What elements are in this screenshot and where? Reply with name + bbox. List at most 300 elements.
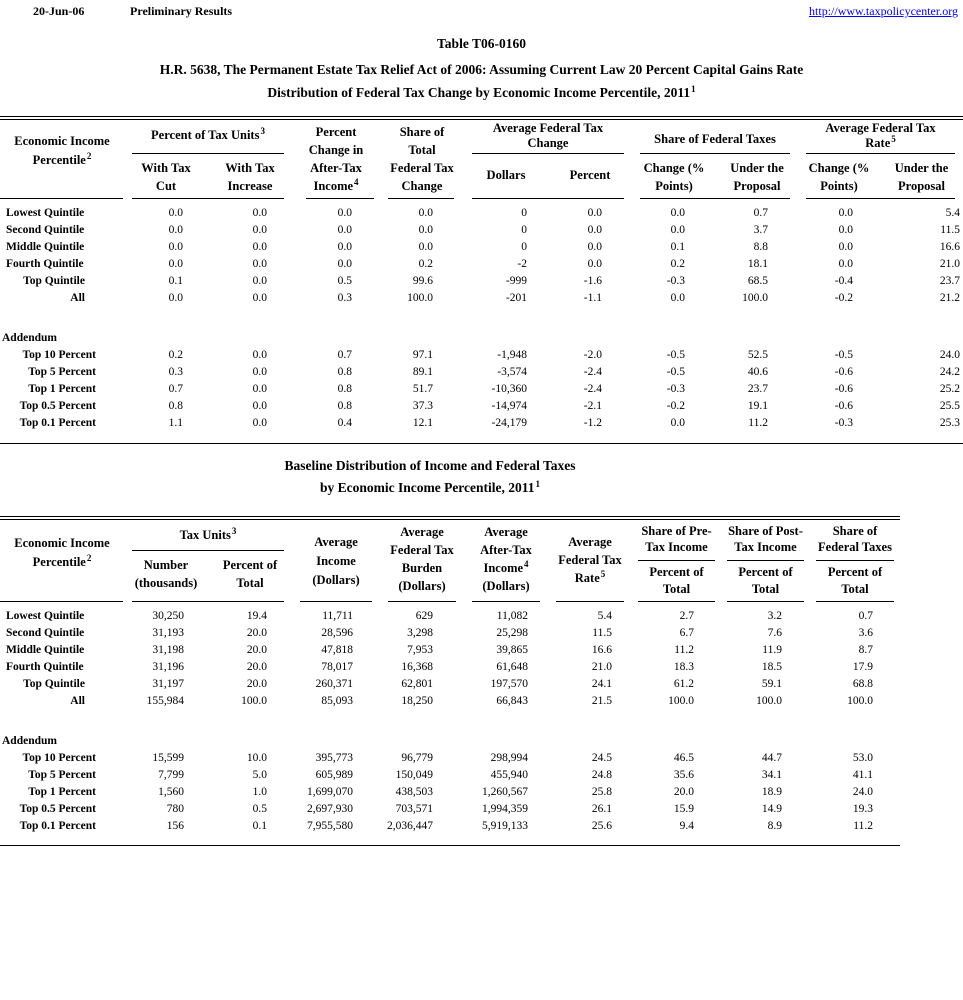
cell: 23.7 (939, 274, 960, 287)
header-line: After-Tax (310, 161, 362, 175)
header-line: Total (751, 582, 780, 596)
report-date: 20-Jun-06 (33, 4, 85, 18)
cell (810, 709, 900, 732)
cell: -24,179 (491, 416, 527, 429)
cell: -1.2 (583, 416, 602, 429)
cell (632, 306, 716, 329)
table-row (0, 658, 900, 675)
cell: -999 (505, 274, 527, 287)
table-row (0, 800, 900, 817)
cell: 1.0 (252, 785, 267, 798)
cell: 0.0 (587, 206, 602, 219)
col-header-economic-income-percentile (0, 132, 124, 170)
cell (380, 732, 464, 749)
cell: 5.0 (252, 768, 267, 781)
cell (464, 709, 548, 732)
cell: 25.6 (591, 819, 612, 832)
cell: 0.0 (252, 274, 267, 287)
cell: 31,197 (152, 677, 184, 690)
header-line: After-Tax (480, 543, 532, 557)
cell: 0.0 (337, 206, 352, 219)
cell: 0.0 (168, 206, 183, 219)
group-header-percent-of-tax-units (124, 127, 292, 144)
row-label: Top 5 Percent (28, 365, 96, 378)
cell: 62,801 (401, 677, 433, 690)
row-label: Top 10 Percent (22, 751, 96, 764)
cell: 18.3 (673, 660, 694, 673)
cell: 0.0 (252, 348, 267, 361)
cell (464, 306, 548, 329)
row-label: Top 0.5 Percent (19, 802, 96, 815)
table-row (0, 289, 963, 306)
cell (548, 306, 632, 329)
row-label: Top Quintile (23, 274, 85, 287)
cell: 0.1 (252, 819, 267, 832)
cell: 0.0 (252, 240, 267, 253)
cell: 0.0 (838, 223, 853, 236)
cell: 6.7 (679, 626, 694, 639)
cell: 18,250 (401, 694, 433, 707)
cell: 10.0 (246, 751, 267, 764)
subtitle (0, 85, 963, 101)
cell (548, 329, 632, 346)
cell: 0.0 (252, 206, 267, 219)
cell (880, 306, 963, 329)
cell: 438,503 (395, 785, 433, 798)
cell: 0.7 (337, 348, 352, 361)
cell: 1,699,070 (307, 785, 353, 798)
cell: 0.0 (252, 223, 267, 236)
cell: 0.0 (670, 416, 685, 429)
cell: -0.3 (666, 382, 685, 395)
col-header-average-federal-tax-rate (548, 533, 632, 587)
cell: 0.0 (838, 257, 853, 270)
header-line: Share of Pre- (641, 524, 712, 538)
cell: 16.6 (939, 240, 960, 253)
cell: 26.1 (591, 802, 612, 815)
header-line: Points) (655, 179, 693, 193)
cell (208, 329, 292, 346)
header-line: Income (483, 561, 524, 575)
header-line: Federal Tax (390, 543, 454, 557)
cell (208, 306, 292, 329)
group-header-share-of-federal-taxes: Share of Federal Taxes (654, 132, 776, 146)
cell: 15,599 (152, 751, 184, 764)
rule (638, 560, 715, 561)
cell: 16.6 (591, 643, 612, 656)
header-line: Rate (865, 136, 891, 150)
header-line: Share of (832, 524, 878, 538)
cell: 25.2 (939, 382, 960, 395)
table-row (0, 607, 900, 624)
cell: 0.0 (252, 382, 267, 395)
cell (798, 329, 880, 346)
rule (388, 601, 456, 602)
cell (380, 329, 464, 346)
row-label: Top 0.1 Percent (19, 416, 96, 429)
header-line: Change (527, 136, 569, 150)
cell (632, 329, 716, 346)
table-row (0, 414, 963, 431)
cell: 3.7 (753, 223, 768, 236)
row-label: Top 1 Percent (28, 785, 96, 798)
cell (798, 306, 880, 329)
table-row (0, 692, 900, 709)
header-line: Rate (574, 571, 600, 585)
cell: 19.4 (246, 609, 267, 622)
cell: 11.5 (592, 626, 612, 639)
col-header-with-tax-cut (124, 159, 208, 195)
rule (472, 153, 624, 154)
cell (548, 732, 632, 749)
cell: -10,360 (491, 382, 527, 395)
cell: 150,049 (395, 768, 433, 781)
footnote-ref-1: 1 (535, 478, 541, 489)
cell: 17.9 (852, 660, 873, 673)
cell: 0.2 (670, 257, 685, 270)
cell: 100.0 (756, 694, 782, 707)
table-row (0, 363, 963, 380)
row-label: All (70, 694, 85, 707)
header-line: Total (236, 576, 264, 590)
table2-title-line1: Baseline Distribution of Income and Federal Taxes (284, 458, 576, 473)
cell (464, 329, 548, 346)
cell: 0.0 (587, 257, 602, 270)
header-line: Change in (308, 143, 364, 157)
cell: -0.4 (834, 274, 853, 287)
cell: 28,596 (321, 626, 353, 639)
cell: -0.3 (834, 416, 853, 429)
table-row (0, 272, 963, 289)
table2-title-text: by Economic Income Percentile, 2011 (319, 480, 535, 495)
cell: 2.7 (679, 609, 694, 622)
cell: 24.0 (939, 348, 960, 361)
cell: 1.1 (168, 416, 183, 429)
row-label: Fourth Quintile (6, 660, 84, 673)
cell: 21.0 (591, 660, 612, 673)
col-header-under-the-proposal (716, 159, 798, 195)
header-line: With Tax (141, 161, 191, 175)
footnote-ref-3: 3 (260, 125, 265, 136)
cell: 68.8 (852, 677, 873, 690)
cell (124, 732, 208, 749)
col-header-share-federal-taxes (810, 523, 900, 555)
cell: 0.0 (587, 223, 602, 236)
cell: 35.6 (673, 768, 694, 781)
cell: 0.8 (168, 399, 183, 412)
header-line: Percent of (222, 558, 278, 572)
table-row (0, 329, 963, 346)
col-header-average-federal-tax-burden (380, 523, 464, 595)
cell: 0.0 (168, 223, 183, 236)
cell (464, 732, 548, 749)
table-row (0, 346, 963, 363)
cell (208, 732, 292, 749)
table-row (0, 306, 963, 329)
cell: 298,994 (490, 751, 528, 764)
cell: 0.5 (337, 274, 352, 287)
cell: 0.1 (670, 240, 685, 253)
cell: 20.0 (246, 660, 267, 673)
header-line: Economic Income (14, 536, 110, 550)
cell: 61.2 (673, 677, 694, 690)
table2-bottom-rule (0, 845, 900, 846)
footnote-ref-3: 3 (231, 525, 237, 536)
cell: 20.0 (246, 626, 267, 639)
cell: 24.5 (591, 751, 612, 764)
row-label: All (70, 291, 85, 304)
cell (721, 709, 810, 732)
row-label: Top 0.1 Percent (19, 819, 96, 832)
cell: 260,371 (315, 677, 353, 690)
cell (880, 329, 963, 346)
table-row (0, 766, 900, 783)
cell: 5.4 (597, 609, 612, 622)
table-row (0, 255, 963, 272)
cell (292, 306, 380, 329)
cell: -1.1 (583, 291, 602, 304)
header-line: Federal Taxes (818, 540, 892, 554)
cell: 24.2 (939, 365, 960, 378)
cell: 1,560 (158, 785, 184, 798)
cell: -0.6 (834, 365, 853, 378)
rule (816, 601, 894, 602)
cell: 0.8 (337, 382, 352, 395)
header-line: (Dollars) (398, 579, 446, 593)
cell: 0 (521, 223, 527, 236)
cell (721, 732, 810, 749)
cell: -0.2 (666, 399, 685, 412)
rule (132, 550, 284, 551)
col-header-percent: Percent (569, 168, 611, 182)
cell (548, 709, 632, 732)
cell: 2,036,447 (387, 819, 433, 832)
cell: 9.4 (679, 819, 694, 832)
row-label (0, 306, 124, 329)
header-line: Percentile (32, 153, 86, 167)
cell (124, 709, 208, 732)
cell: -0.3 (666, 274, 685, 287)
cell: -0.2 (834, 291, 853, 304)
cell: 18.1 (747, 257, 768, 270)
cell: 0.0 (418, 223, 433, 236)
cell (380, 306, 464, 329)
table-row (0, 204, 963, 221)
col-header-under-the-proposal (880, 159, 963, 195)
preliminary-results-label: Preliminary Results (130, 4, 233, 18)
cell: 0.2 (168, 348, 183, 361)
table-row (0, 675, 900, 692)
cell: 2,697,930 (307, 802, 353, 815)
subheader-percent-of-total (632, 564, 721, 598)
rule (132, 198, 284, 199)
cell: 25.5 (939, 399, 960, 412)
cell: 20.0 (246, 677, 267, 690)
header-line: Change (401, 179, 443, 193)
header-line: Tax Income (645, 540, 708, 554)
cell: 31,198 (152, 643, 184, 656)
cell: 0.7 (858, 609, 873, 622)
cell: 19.1 (747, 399, 768, 412)
cell: 100.0 (668, 694, 694, 707)
row-label: Lowest Quintile (6, 609, 85, 622)
table1-bottom-rule (0, 443, 963, 444)
cell: 19.3 (852, 802, 873, 815)
cell: 0.2 (418, 257, 433, 270)
col-header-percent-of-total (208, 556, 292, 592)
tax-change-table (0, 204, 963, 431)
cell: 0.0 (337, 223, 352, 236)
row-label: Top 0.5 Percent (19, 399, 96, 412)
cell: 5,919,133 (482, 819, 528, 832)
cell: 89.1 (412, 365, 433, 378)
cell: 0.0 (838, 240, 853, 253)
cell: -3,574 (497, 365, 527, 378)
cell: 24.1 (591, 677, 612, 690)
cell: 703,571 (395, 802, 433, 815)
header-line: Total (662, 582, 691, 596)
rule (132, 153, 284, 154)
cell: 0.0 (252, 416, 267, 429)
cell: 0.0 (670, 223, 685, 236)
cell: -14,974 (491, 399, 527, 412)
table-number-title: Table T06-0160 (437, 36, 526, 51)
footnote-ref-5: 5 (891, 133, 896, 144)
header-line: Average (568, 535, 612, 549)
group-header-tax-units (124, 527, 292, 544)
cell: 30,250 (152, 609, 184, 622)
cell: 0.0 (838, 206, 853, 219)
header-line: Change (% (808, 161, 870, 175)
col-header-share-total-federal-tax-change (380, 123, 464, 195)
rule (727, 560, 804, 561)
rule (0, 601, 123, 602)
cell: 0.0 (168, 291, 183, 304)
table2-body (0, 607, 900, 834)
cell: 41.1 (852, 768, 873, 781)
table2-title-line2 (0, 480, 860, 496)
table1-header (0, 120, 963, 199)
cell: 11.9 (762, 643, 782, 656)
rule (472, 601, 540, 602)
col-header-change-points (632, 159, 716, 195)
cell: 15.9 (673, 802, 694, 815)
col-header-number-thousands (124, 556, 208, 592)
cell: 12.1 (412, 416, 433, 429)
subtitle-text: Distribution of Federal Tax Change by Economic Income Percentile, 2011 (267, 85, 691, 100)
row-label: Lowest Quintile (6, 206, 85, 219)
rule (638, 601, 715, 602)
cell (208, 709, 292, 732)
header-line: Number (143, 558, 189, 572)
cell: 51.7 (412, 382, 433, 395)
cell: 8.9 (767, 819, 782, 832)
table-row (0, 749, 900, 766)
cell (632, 732, 721, 749)
cell: 11.2 (674, 643, 694, 656)
rule (806, 198, 955, 199)
cell (124, 329, 208, 346)
cell: 0.8 (337, 365, 352, 378)
cell (292, 732, 380, 749)
row-label: Top 5 Percent (28, 768, 96, 781)
cell: 78,017 (321, 660, 353, 673)
header-line: Average Federal Tax (492, 121, 604, 135)
cell: 780 (166, 802, 184, 815)
cell: 68.5 (747, 274, 768, 287)
rule (556, 601, 624, 602)
subheader-percent-of-total (810, 564, 900, 598)
col-header-average-after-tax-income (464, 523, 548, 595)
cell: 16,368 (401, 660, 433, 673)
cell: 11.5 (940, 223, 960, 236)
footnote-ref-1: 1 (691, 83, 696, 94)
cell: 11.2 (748, 416, 768, 429)
cell: 100.0 (407, 291, 433, 304)
cell: 52.5 (747, 348, 768, 361)
table-row (0, 624, 900, 641)
cell: 155,984 (146, 694, 184, 707)
cell: 5.4 (945, 206, 960, 219)
header-line: Points) (820, 179, 858, 193)
header-line: Income (316, 554, 356, 568)
col-header-economic-income-percentile (0, 534, 124, 572)
cell: 0.0 (670, 206, 685, 219)
cell: -2 (517, 257, 527, 270)
cell: 0.0 (418, 206, 433, 219)
header-line: Proposal (898, 179, 945, 193)
table-row (0, 641, 900, 658)
row-label: Second Quintile (6, 626, 85, 639)
table-row (0, 817, 900, 834)
cell: 395,773 (315, 751, 353, 764)
rule (300, 601, 372, 602)
rule (0, 198, 123, 199)
row-label: Fourth Quintile (6, 257, 84, 270)
cell: 11,082 (496, 609, 528, 622)
cell: 629 (415, 609, 433, 622)
rule (132, 601, 284, 602)
cell: 605,989 (315, 768, 353, 781)
header-line: Average (484, 525, 528, 539)
cell: -0.6 (834, 399, 853, 412)
header-line: (Dollars) (312, 573, 360, 587)
cell: 0.0 (587, 240, 602, 253)
cell: 0.0 (252, 365, 267, 378)
col-header-with-tax-increase (208, 159, 292, 195)
cell: 0.8 (337, 399, 352, 412)
header-line: Total (841, 582, 869, 596)
cell: 0 (521, 206, 527, 219)
row-label: Top 10 Percent (22, 348, 96, 361)
table-row (0, 397, 963, 414)
footnote-ref-2: 2 (86, 150, 92, 161)
footnote-ref-2: 2 (86, 552, 92, 563)
cell (716, 329, 798, 346)
cell: 7,953 (407, 643, 433, 656)
footnote-ref-4: 4 (524, 558, 529, 569)
cell: 0 (521, 240, 527, 253)
cell: 25.8 (591, 785, 612, 798)
cell: 7,955,580 (307, 819, 353, 832)
cell: 97.1 (412, 348, 433, 361)
cell: 46.5 (673, 751, 694, 764)
cell: 0.0 (337, 240, 352, 253)
header-line: Tax Income (734, 540, 797, 554)
cell: 18.5 (761, 660, 782, 673)
taxpolicycenter-link[interactable]: http://www.taxpolicycenter.org (809, 4, 958, 18)
header-line: Cut (155, 179, 177, 193)
